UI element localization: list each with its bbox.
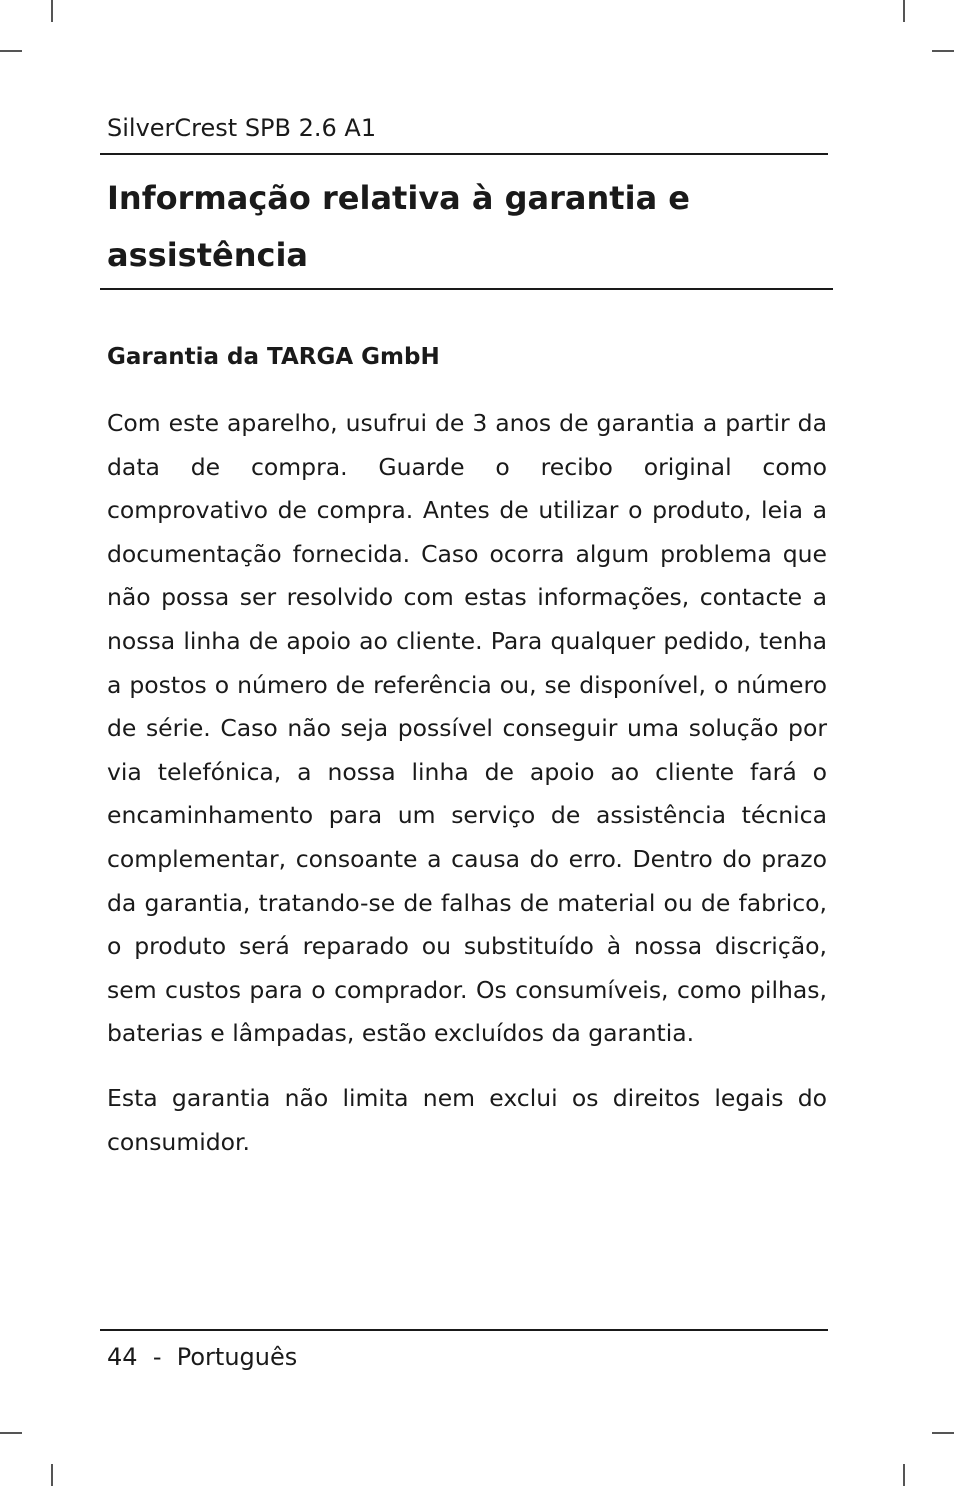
footer-rule <box>100 1329 828 1331</box>
body-paragraph: Esta garantia não limita nem exclui os direitos legais do consumidor. <box>107 1084 827 1156</box>
title-rule <box>100 288 833 290</box>
footer-language: Português <box>176 1343 298 1371</box>
page-number: 44 <box>107 1343 138 1371</box>
section-title: Informação relativa à garantia e assistência <box>107 179 690 274</box>
crop-mark <box>0 1432 22 1434</box>
crop-mark <box>932 1432 954 1434</box>
running-header: SilverCrest SPB 2.6 A1 <box>107 114 377 142</box>
crop-mark <box>0 50 22 52</box>
crop-mark <box>51 0 53 22</box>
crop-mark <box>903 0 905 22</box>
subsection-heading: Garantia da TARGA GmbH <box>107 344 440 370</box>
crop-mark <box>903 1464 905 1486</box>
crop-mark <box>51 1464 53 1486</box>
crop-mark <box>932 50 954 52</box>
header-rule <box>100 153 828 155</box>
page-footer <box>107 1340 297 1374</box>
body-paragraph: Com este aparelho, usufrui de 3 anos de garantia a partir da data de compra. Guarde o recibo original como comprovativo de compra. Antes de utilizar o produto, leia a documentação fornecida. Caso ocorra algum problema que não possa ser resolvido com estas informações, contacte a nossa linha de apoio ao cliente. Para qualquer pedido, tenha a postos o número de referência ou, se disponível, o número de série. Caso não seja possível conseguir uma solução por via telefónica, a nossa linha de apoio ao cliente fará o encaminhamento para um serviço de assistência técnica complementar, consoante a causa do erro. Dentro do prazo da garantia, tratando-se de falhas de material ou de fabrico, o produto será reparado ou substituído à nossa discrição, sem custos para o comprador. Os consumíveis, como pilhas, baterias e lâmpadas, estão excluídos da garantia. <box>107 409 827 1048</box>
footer-separator: - <box>152 1343 162 1371</box>
